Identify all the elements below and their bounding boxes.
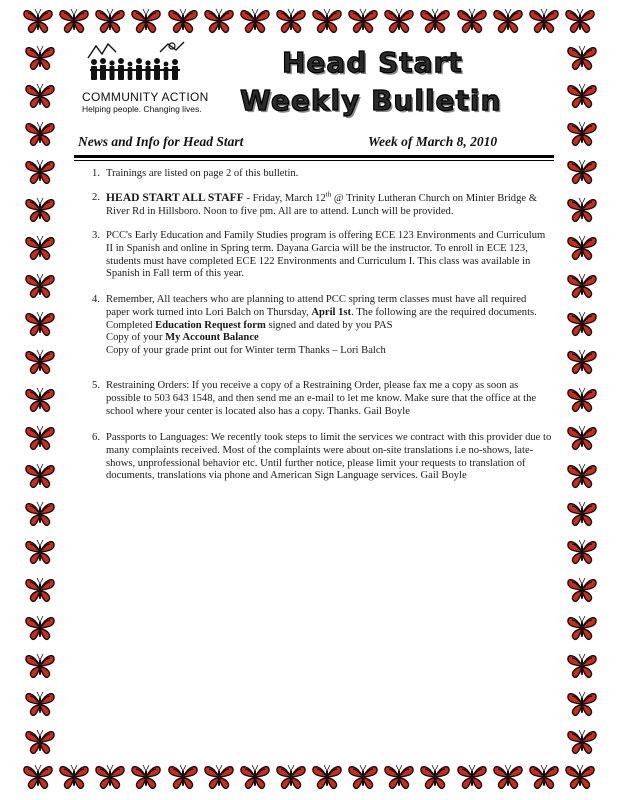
- butterfly-icon: [130, 7, 162, 35]
- butterfly-border-bottom: [22, 760, 596, 794]
- item-fragment: Remember, All teachers who are planning to attend PCC spring term classes must have all required paper work turned into Lori Balch on Thursday,: [106, 294, 527, 318]
- item-number: 2.: [92, 192, 100, 203]
- butterfly-icon: [24, 424, 56, 452]
- butterfly-icon: [566, 652, 598, 680]
- butterfly-icon: [24, 462, 56, 490]
- header-divider-thick: [74, 155, 554, 158]
- butterfly-icon: [564, 7, 596, 35]
- butterfly-icon: [22, 7, 54, 35]
- butterfly-icon: [566, 538, 598, 566]
- item-paragraph: Trainings are listed on page 2 of this bulletin.: [106, 168, 299, 179]
- butterfly-icon: [24, 196, 56, 224]
- item-paragraph: PCC's Early Education and Family Studies program is offering ECE 123 Environments and Curriculum II in Spanish and online in Spring term. Dayana Garcia will be the instructor. To enroll in ECE 123, students must have completed ECE 122 Environments and Curriculum I. This class was available in Spanish in Fall term of this year.: [106, 230, 546, 280]
- butterfly-icon: [566, 310, 598, 338]
- butterfly-icon: [24, 234, 56, 262]
- people-logo-icon: [86, 40, 190, 88]
- butterfly-icon: [24, 82, 56, 110]
- item-superscript: th: [325, 190, 332, 199]
- butterfly-icon: [167, 7, 199, 35]
- butterfly-border-left: [20, 44, 60, 756]
- butterfly-icon: [24, 576, 56, 604]
- butterfly-icon: [58, 7, 90, 35]
- item-fragment: @ Trinity Lutheran Church on Minter Bridge & River Rd in Hillsboro. Noon to five pm. All are to attend. Lunch will be provided.: [106, 193, 537, 217]
- item-fragment: signed and dated by you PAS: [265, 319, 393, 331]
- butterfly-icon: [203, 7, 235, 35]
- butterfly-icon: [24, 386, 56, 414]
- butterfly-icon: [566, 386, 598, 414]
- butterfly-icon: [275, 7, 307, 35]
- butterfly-icon: [347, 7, 379, 35]
- subtitle-news: News and Info for Head Start: [78, 134, 244, 149]
- butterfly-icon: [566, 82, 598, 110]
- butterfly-icon: [58, 763, 90, 791]
- butterfly-icon: [566, 424, 598, 452]
- butterfly-icon: [492, 763, 524, 791]
- butterfly-icon: [24, 272, 56, 300]
- item-text: [106, 380, 552, 418]
- butterfly-icon: [566, 44, 598, 72]
- butterfly-icon: [24, 690, 56, 718]
- butterfly-icon: [528, 7, 560, 35]
- butterfly-icon: [566, 500, 598, 528]
- item-text: [106, 432, 552, 483]
- butterfly-icon: [419, 7, 451, 35]
- item-bold-date: April 1st: [311, 306, 352, 318]
- butterfly-icon: [94, 763, 126, 791]
- butterfly-icon: [566, 462, 598, 490]
- butterfly-icon: [24, 348, 56, 376]
- butterfly-icon: [383, 763, 415, 791]
- item-number: 5.: [92, 380, 100, 391]
- butterfly-icon: [130, 763, 162, 791]
- item-number: 4.: [92, 294, 100, 305]
- butterfly-icon: [311, 763, 343, 791]
- item-bold-balance: My Account Balance: [165, 332, 259, 344]
- butterfly-icon: [456, 7, 488, 35]
- item-fragment: . The following are the required documents.: [351, 306, 537, 318]
- butterfly-icon: [22, 763, 54, 791]
- all-staff-heading: HEAD START ALL STAFF: [106, 191, 244, 204]
- butterfly-border-top: [22, 4, 596, 38]
- butterfly-icon: [456, 763, 488, 791]
- item-paragraph: Restraining Orders: If you receive a copy of a Restraining Order, please fax me a copy as soon as possible to 503 643 1548, and then send me an e-mail to let me know. Make sure that the office at the school where your center is located also has a copy. Thanks. Gail Boyle: [106, 380, 537, 417]
- butterfly-icon: [311, 7, 343, 35]
- butterfly-icon: [566, 348, 598, 376]
- butterfly-icon: [528, 763, 560, 791]
- item-text: [106, 294, 552, 358]
- butterfly-icon: [24, 614, 56, 642]
- butterfly-icon: [24, 652, 56, 680]
- butterfly-icon: [566, 690, 598, 718]
- item-bold-form: Education Request form: [155, 319, 266, 331]
- butterfly-icon: [566, 234, 598, 262]
- butterfly-icon: [24, 728, 56, 756]
- item-paragraph: Passports to Languages: We recently took steps to limit the services we contract with this provider due to many complaints received. Most of the complaints were about on-site translations i.e no-shows, late-shows, unprofessional behavior etc. Until further notice, please limit your requests to translation of documents, translations via phone and American Sign Language services. Gail Boyle: [106, 432, 552, 482]
- butterfly-icon: [492, 7, 524, 35]
- butterfly-icon: [347, 763, 379, 791]
- butterfly-icon: [24, 158, 56, 186]
- item-number: 3.: [92, 230, 100, 241]
- subtitle-week: Week of March 8, 2010: [368, 134, 498, 149]
- logo-tagline: Helping people. Changing lives.: [82, 104, 202, 114]
- butterfly-icon: [24, 310, 56, 338]
- page-title-line-2: Weekly Bulletin: [240, 84, 502, 117]
- item-fragment: Completed: [106, 319, 156, 331]
- butterfly-icon: [203, 763, 235, 791]
- item-number: 1.: [92, 168, 100, 179]
- butterfly-icon: [566, 614, 598, 642]
- butterfly-icon: [419, 763, 451, 791]
- butterfly-icon: [24, 120, 56, 148]
- item-text: [106, 230, 552, 281]
- item-fragment: - Friday, March 12: [243, 193, 326, 204]
- header-divider-thin: [74, 160, 554, 161]
- butterfly-icon: [167, 763, 199, 791]
- butterfly-icon: [566, 158, 598, 186]
- butterfly-icon: [24, 538, 56, 566]
- page-title-line-1: Head Start: [282, 46, 463, 79]
- community-action-logo: [76, 40, 209, 114]
- item-text: [106, 168, 552, 181]
- butterfly-icon: [383, 7, 415, 35]
- item-fragment: Copy of your: [106, 332, 166, 344]
- logo-org-name: COMMUNITY ACTION: [82, 90, 209, 104]
- butterfly-icon: [566, 120, 598, 148]
- butterfly-icon: [566, 576, 598, 604]
- butterfly-border-right: [562, 44, 602, 756]
- butterfly-icon: [94, 7, 126, 35]
- butterfly-icon: [275, 763, 307, 791]
- item-text: [106, 192, 552, 219]
- butterfly-icon: [24, 44, 56, 72]
- item-paragraph: Copy of your grade print out for Winter term Thanks – Lori Balch: [106, 345, 386, 357]
- item-number: 6.: [92, 432, 100, 443]
- butterfly-icon: [24, 500, 56, 528]
- butterfly-icon: [564, 763, 596, 791]
- butterfly-icon: [239, 763, 271, 791]
- butterfly-icon: [239, 7, 271, 35]
- butterfly-icon: [566, 196, 598, 224]
- butterfly-icon: [566, 272, 598, 300]
- butterfly-icon: [566, 728, 598, 756]
